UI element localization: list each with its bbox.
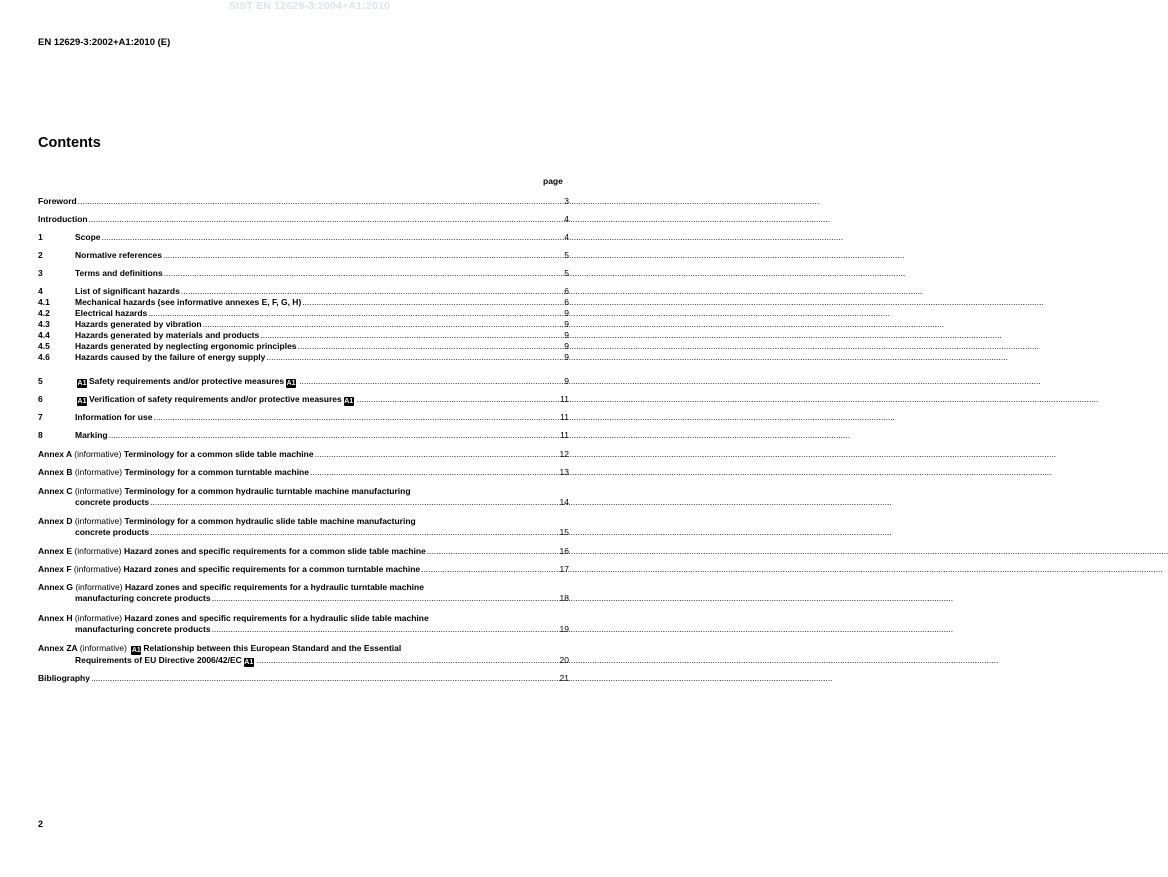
dot-leader <box>89 214 564 225</box>
toc-entry-text: Information for use <box>75 412 153 422</box>
toc-entry-title <box>75 376 298 388</box>
toc-entry-text: Hazards generated by vibration <box>75 319 202 329</box>
dot-leader <box>164 268 564 279</box>
toc-entry-page: 14 <box>559 497 569 507</box>
amendment-close-marker: A1 <box>286 380 296 387</box>
annex-note: (informative) <box>74 449 122 459</box>
toc-entry[interactable] <box>38 352 569 363</box>
dot-leader <box>150 497 558 508</box>
dot-leader <box>315 449 559 460</box>
toc-entry-text: Verification of safety requirements and/or protective measures <box>89 394 342 404</box>
toc-entry[interactable] <box>38 643 569 667</box>
toc-entry-number: 8 <box>38 430 43 440</box>
toc-entry-page: 11 <box>560 430 569 440</box>
toc-entry-title <box>75 297 301 308</box>
toc-entry-text-continued <box>75 527 149 538</box>
toc-entry-text: Terminology for a common hydraulic turntable machine manufacturing <box>124 486 411 496</box>
annex-note: (informative) <box>74 546 122 556</box>
toc-entry[interactable] <box>38 196 569 207</box>
toc-entry-title <box>75 286 180 297</box>
annex-label: Annex H <box>38 613 73 623</box>
toc-entry-number: 4 <box>38 286 43 296</box>
toc-entry-text-2: manufacturing concrete products <box>75 624 211 634</box>
annex-note: (informative) <box>74 613 123 623</box>
dot-leader <box>150 527 558 538</box>
toc-entry-page: 11 <box>560 394 569 404</box>
toc-entry[interactable] <box>38 582 569 604</box>
toc-entry-page: 18 <box>559 593 569 603</box>
toc-entry-text: Hazard zones and specific requirements for a hydraulic turntable machine <box>124 582 424 592</box>
dot-leader <box>148 308 563 319</box>
watermark: SIST EN 12629-3:2004+A1:2010 <box>228 0 391 12</box>
toc-entry-number: 2 <box>38 250 43 260</box>
toc-entry[interactable] <box>38 376 569 388</box>
annex-label: Annex F <box>38 564 72 574</box>
toc-entry-page: 13 <box>559 467 569 477</box>
toc-entry-page: 11 <box>560 412 569 422</box>
annex-note: (informative) <box>75 582 123 592</box>
toc-entry-title <box>38 449 314 460</box>
toc-entry-number: 4.3 <box>38 319 50 329</box>
toc-entry-number: 5 <box>38 376 43 386</box>
toc-entry-title <box>38 214 88 225</box>
annex-label: Annex C <box>38 486 73 496</box>
toc-entry-page: 6 <box>564 286 569 296</box>
toc-entry-title <box>75 412 152 423</box>
toc-entry-text: Electrical hazards <box>75 308 148 318</box>
toc-entry-page: 9 <box>564 330 569 340</box>
dot-leader <box>357 394 559 405</box>
toc-entry-text: Scope <box>75 232 101 242</box>
toc-entry-title <box>38 516 416 527</box>
toc-entry[interactable] <box>38 330 569 341</box>
dot-leader <box>212 593 559 604</box>
annex-note: (informative) <box>74 467 123 477</box>
amendment-open-marker: A1 <box>77 380 87 387</box>
toc-entry[interactable] <box>38 486 569 508</box>
toc-entry-page: 21 <box>559 673 569 683</box>
toc-entry-text: Hazards generated by neglecting ergonomic principles <box>75 341 297 351</box>
toc-entry-page: 15 <box>559 527 569 537</box>
dot-leader <box>109 430 560 441</box>
toc-entry-text: Safety requirements and/or protective measures <box>89 376 285 386</box>
toc-entry-title <box>75 268 163 279</box>
toc-entry-text: Bibliography <box>38 673 90 683</box>
toc-entry-page: 3 <box>564 196 569 206</box>
toc-entry-title <box>38 564 420 575</box>
toc-entry-title <box>38 643 401 655</box>
toc-entry-page: 5 <box>564 250 569 260</box>
page-title: Contents <box>38 135 101 151</box>
toc-entry-text: Marking <box>75 430 108 440</box>
annex-label: Annex A <box>38 449 72 459</box>
toc-entry-text: Hazard zones and specific requirements for a hydraulic slide table machine <box>124 613 429 623</box>
dot-leader <box>260 330 563 341</box>
toc-entry[interactable] <box>38 394 569 406</box>
toc-entry-page: 20 <box>559 655 569 665</box>
toc-entry-title <box>75 250 162 261</box>
toc-entry[interactable] <box>38 449 569 460</box>
toc-entry-number: 4.2 <box>38 308 50 318</box>
toc-entry[interactable] <box>38 297 569 308</box>
dot-leader <box>310 467 559 478</box>
toc-entry[interactable] <box>38 319 569 330</box>
toc-entry[interactable] <box>38 564 569 575</box>
toc-entry-title <box>75 394 356 406</box>
toc-entry-text-2: concrete products <box>75 497 150 507</box>
dot-leader <box>163 250 563 261</box>
toc-entry-page: 17 <box>559 564 569 574</box>
toc-entry[interactable] <box>38 673 569 684</box>
annex-note: (informative) <box>79 643 127 653</box>
toc-entry-text-2: Requirements of EU Directive 2006/42/EC <box>75 655 242 665</box>
toc-entry-page: 9 <box>564 308 569 318</box>
dot-leader <box>427 546 559 557</box>
toc-entry-text: Hazards generated by materials and products <box>75 330 260 340</box>
toc-entry-text-continued <box>75 497 149 508</box>
annex-label: Annex D <box>38 516 73 526</box>
toc-entry[interactable] <box>38 214 569 225</box>
toc-entry-page: 9 <box>564 319 569 329</box>
toc-entry-text-2: manufacturing concrete products <box>75 593 211 603</box>
toc-entry[interactable] <box>38 430 569 441</box>
toc-entry-title <box>38 582 424 593</box>
toc-entry-text: Hazard zones and specific requirements for a common slide table machine <box>124 546 426 556</box>
toc-entry-number: 4.6 <box>38 352 50 362</box>
toc-entry-text-continued <box>75 624 211 635</box>
toc-entry-page: 5 <box>564 268 569 278</box>
toc-entry-title <box>38 467 309 478</box>
dot-leader <box>78 196 564 207</box>
toc-entry-page: 9 <box>564 376 569 386</box>
toc-entry-page: 9 <box>564 341 569 351</box>
toc-entry-text: Relationship between this European Standard and the Essential <box>143 643 402 653</box>
dot-leader <box>153 412 559 423</box>
toc-entry-page: 12 <box>559 449 569 459</box>
toc-entry-title <box>38 673 90 684</box>
toc-entry-title <box>75 319 202 330</box>
toc-entry-text: List of significant hazards <box>75 286 180 296</box>
toc-entry[interactable] <box>38 268 569 279</box>
amendment-open-marker: A1 <box>77 398 87 405</box>
toc-entry-title <box>75 430 108 441</box>
dot-leader <box>102 232 564 243</box>
amendment-close-marker: A1 <box>344 398 354 405</box>
page-column-label: page <box>543 176 563 186</box>
toc-entry-text: Terms and definitions <box>75 268 163 278</box>
document-id: EN 12629-3:2002+A1:2010 (E) <box>38 37 171 48</box>
dot-leader <box>212 624 559 635</box>
toc-entry-text-continued <box>75 593 211 604</box>
dot-leader <box>266 352 563 363</box>
toc-entry[interactable] <box>38 467 569 478</box>
toc-entry[interactable] <box>38 308 569 319</box>
toc-entry-text: Terminology for a common turntable machine <box>124 467 309 477</box>
amendment-open-marker: A1 <box>131 647 141 654</box>
toc-entry-number: 4.4 <box>38 330 50 340</box>
toc-entry-page: 16 <box>559 546 569 556</box>
dot-leader <box>181 286 563 297</box>
toc-entry[interactable] <box>38 250 569 261</box>
toc-entry-number: 6 <box>38 394 43 404</box>
toc-entry-number: 4.5 <box>38 341 50 351</box>
toc-entry-text: Mechanical hazards (see informative annexes E, F, G, H) <box>75 297 302 307</box>
toc-entry-text: Hazards caused by the failure of energy supply <box>75 352 266 362</box>
toc-entry-title <box>75 232 101 243</box>
toc-entry[interactable] <box>38 613 569 635</box>
toc-entry-page: 19 <box>559 624 569 634</box>
annex-note: (informative) <box>74 486 123 496</box>
toc-entry-page: 6 <box>564 297 569 307</box>
toc-entry[interactable] <box>38 516 569 538</box>
annex-label: Annex ZA <box>38 643 78 653</box>
toc-entry-text-2: concrete products <box>75 527 150 537</box>
toc-entry-text: Normative references <box>75 250 162 260</box>
toc-entry-number: 7 <box>38 412 43 422</box>
toc-entry-title <box>75 352 265 363</box>
toc-entry-text: Terminology for a common hydraulic slide table machine manufacturing <box>124 516 416 526</box>
annex-label: Annex G <box>38 582 73 592</box>
toc-entry[interactable] <box>38 286 569 297</box>
toc-entry[interactable] <box>38 546 569 557</box>
toc-entry-text: Hazard zones and specific requirements for a common turntable machine <box>123 564 421 574</box>
toc-entry-title <box>75 341 297 352</box>
dot-leader <box>299 376 563 387</box>
amendment-close-marker: A1 <box>244 659 254 666</box>
dot-leader <box>257 655 559 666</box>
annex-note: (informative) <box>73 564 122 574</box>
dot-leader <box>298 341 564 352</box>
page-number: 2 <box>38 819 44 829</box>
toc-entry-number: 3 <box>38 268 43 278</box>
toc-entry-number: 4.1 <box>38 297 50 307</box>
toc-entry[interactable] <box>38 341 569 352</box>
toc-entry-title <box>38 486 411 497</box>
toc-entry-title <box>75 308 147 319</box>
toc-entry-text: Foreword <box>38 196 77 206</box>
toc-entry-page: 4 <box>564 232 569 242</box>
toc-entry-text-continued <box>75 655 256 667</box>
dot-leader <box>91 673 559 684</box>
dot-leader <box>421 564 558 575</box>
annex-label: Annex E <box>38 546 73 556</box>
toc-entry-title <box>38 546 426 557</box>
toc-entry-title <box>75 330 259 341</box>
annex-label: Annex B <box>38 467 73 477</box>
toc-entry[interactable] <box>38 232 569 243</box>
toc-entry-number: 1 <box>38 232 43 242</box>
toc-entry-text: Terminology for a common slide table machine <box>123 449 314 459</box>
dot-leader <box>203 319 564 330</box>
toc-entry-title <box>38 613 429 624</box>
toc-entry-title <box>38 196 77 207</box>
dot-leader <box>302 297 563 308</box>
toc-entry-page: 4 <box>564 214 569 224</box>
toc-entry[interactable] <box>38 412 569 423</box>
toc-entry-page: 9 <box>564 352 569 362</box>
annex-note: (informative) <box>74 516 123 526</box>
toc-entry-text: Introduction <box>38 214 88 224</box>
